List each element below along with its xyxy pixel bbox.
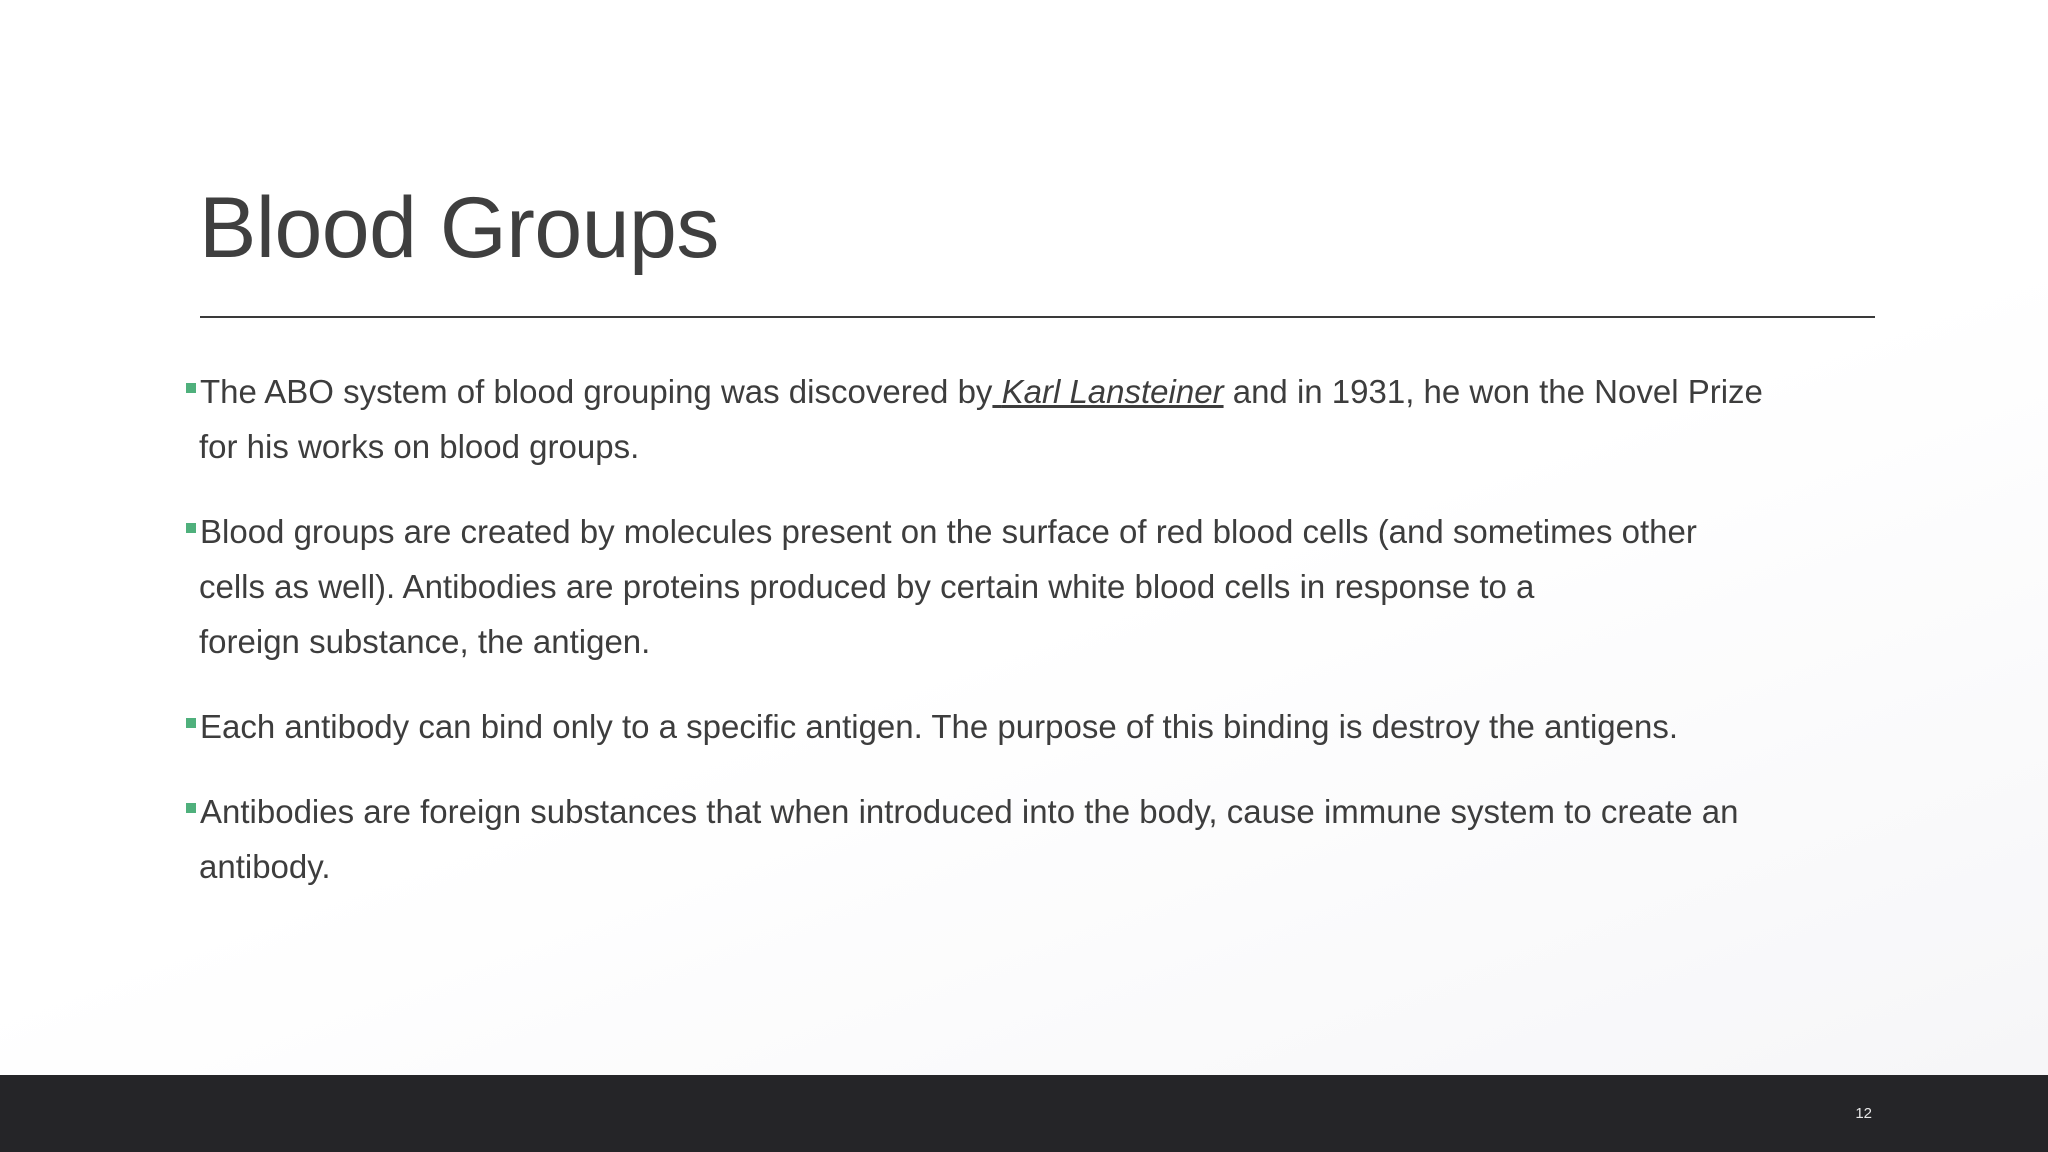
bullet-list: [186, 364, 1886, 924]
bullet-text-line: for his works on blood groups.: [199, 428, 640, 465]
square-bullet-icon: [186, 803, 196, 813]
bullet-text-segment: and in 1931, he won the Novel Prize: [1223, 373, 1763, 410]
title-divider: [200, 316, 1875, 318]
bullet-text: [200, 364, 1886, 474]
bullet-text-line: antibody.: [199, 848, 331, 885]
square-bullet-icon: [186, 718, 196, 728]
list-item: [186, 364, 1886, 474]
square-bullet-icon: [186, 383, 196, 393]
link-label[interactable]: Karl Lansteiner: [1001, 373, 1224, 410]
bullet-text-line: Each antibody can bind only to a specific antigen. The purpose of this binding is destroy the antigens.: [200, 708, 1679, 745]
footer-bar: [0, 1075, 2048, 1152]
bullet-text-line: cells as well). Antibodies are proteins produced by certain white blood cells in response to a: [199, 568, 1535, 605]
bullet-text: [200, 699, 1886, 754]
bullet-text-segment: The ABO system of blood grouping was discovered by: [200, 373, 993, 410]
slide-number: 12: [1855, 1105, 1872, 1122]
square-bullet-icon: [186, 523, 196, 533]
bullet-text-line: Antibodies are foreign substances that when introduced into the body, cause immune system to create an: [200, 793, 1739, 830]
slide-title: Blood Groups: [199, 180, 719, 276]
list-item: [186, 784, 1886, 894]
list-item: [186, 504, 1886, 669]
bullet-text: [200, 784, 1886, 894]
list-item: [186, 699, 1886, 754]
karl-lansteiner-link[interactable]: [992, 373, 1223, 410]
bullet-text: [200, 504, 1886, 669]
bullet-text-line: foreign substance, the antigen.: [199, 623, 651, 660]
bullet-text-line: Blood groups are created by molecules present on the surface of red blood cells (and sometimes other: [200, 513, 1697, 550]
